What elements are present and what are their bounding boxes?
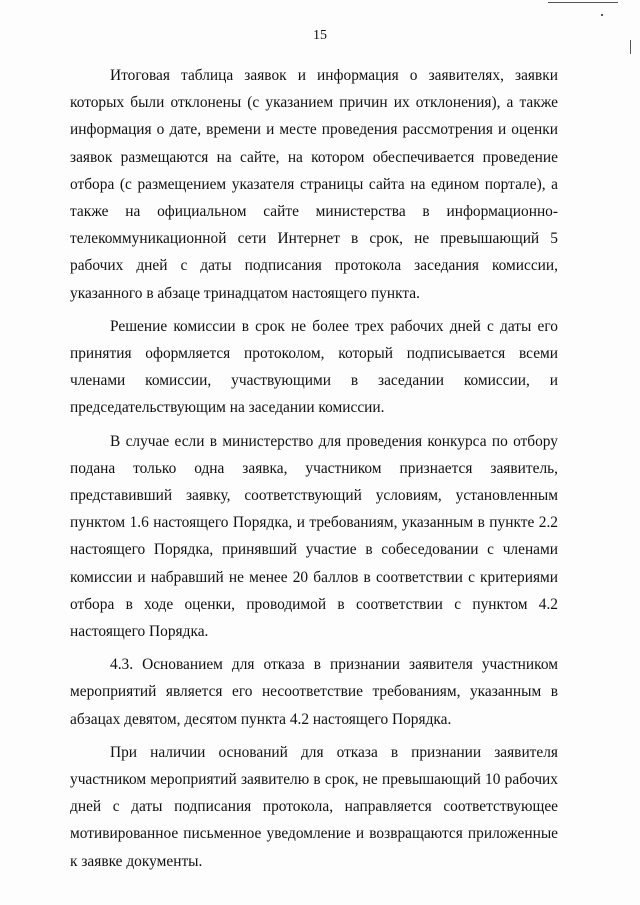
scan-artifact: [601, 14, 603, 16]
paragraph-single-application: В случае если в министерство для проведения конкурса по отбору подана только одна заявка, участником признается заявитель, представивший заявку, соответствующий условиям, установленным пунктом 1.6 настоящего Порядка, и требованиям, указанным в пункте 2.2 настоящего Порядка, принявший участие в собеседовании с членами комиссии и набравший не менее 20 баллов в соответствии с критериями отбора в ходе оценки, проводимой в соответствии с пунктом 4.2 настоящего Порядка.: [70, 432, 558, 641]
document-body: [70, 62, 558, 881]
scan-artifact: [548, 2, 618, 3]
paragraph-section-4-3: 4.3. Основанием для отказа в признании заявителя участником мероприятий является его несоответствие требованиям, указанным в абзацах девятом, десятом пункта 4.2 настоящего Порядка.: [70, 656, 558, 728]
scan-artifact: [630, 40, 631, 54]
page-number: 15: [313, 28, 327, 43]
paragraph-refusal-notice: При наличии оснований для отказа в признании заявителя участником мероприятий заявителю в срок, не превышающий 10 рабочих дней с даты подписания протокола, направляется соответствующее мотивированное письменное уведомление и возвращаются приложенные к заявке документы.: [70, 743, 558, 870]
paragraph-summary-table: Итоговая таблица заявок и информация о заявителях, заявки которых были отклонены (с указанием причин их отклонения), а также информация о дате, времени и месте проведения рассмотрения и оценки заявок размещаются на сайте, на котором обеспечивается проведение отбора (с размещением указателя страницы сайта на едином портале), а также на официальном сайте министерства в информационно-телекоммуникационной сети Интернет в срок, не превышающий 5 рабочих дней с даты подписания протокола заседания комиссии, указанного в абзаце тринадцатом настоящего пункта.: [70, 67, 558, 302]
paragraph-commission-decision: Решение комиссии в срок не более трех рабочих дней с даты его принятия оформляется протоколом, который подписывается всеми членами комиссии, участвующими в заседании комиссии, и председательствующим на заседании комиссии.: [70, 317, 558, 417]
